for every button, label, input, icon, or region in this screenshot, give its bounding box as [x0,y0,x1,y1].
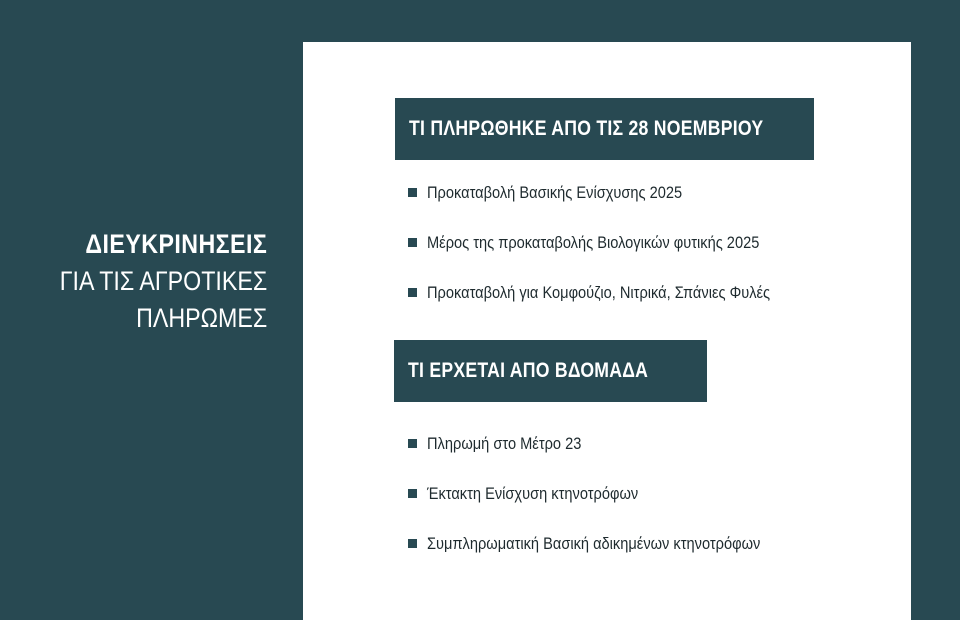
square-bullet-icon [408,288,417,297]
side-title [26,226,267,337]
side-title-line-1: ΔΙΕΥΚΡΙΝΗΣΕΙΣ [85,229,268,259]
list-item [408,230,826,255]
list-item-text: Προκαταβολή Βασικής Ενίσχυσης 2025 [427,182,683,202]
list-item [408,280,826,305]
list-item-text: Πληρωμή στο Μέτρο 23 [427,433,582,453]
list-item-text: Μέρος της προκαταβολής Βιολογικών φυτικής 2025 [427,232,760,252]
list-item [408,180,826,205]
section-header-paid [395,98,814,160]
side-title-line-3: ΠΛΗΡΩΜΕΣ [135,303,267,333]
square-bullet-icon [408,238,417,247]
list-item [408,481,815,506]
list-item [408,531,815,556]
square-bullet-icon [408,188,417,197]
side-title-line-2: ΓΙΑ ΤΙΣ ΑΓΡΟΤΙΚΕΣ [59,266,267,296]
square-bullet-icon [408,489,417,498]
content-panel [303,42,911,620]
upcoming-items-list [408,431,815,581]
section-header-upcoming [394,340,707,402]
section-header-upcoming-text: ΤΙ ΕΡΧΕΤΑΙ ΑΠΟ ΒΔΟΜΑΔΑ [408,359,649,382]
paid-items-list [408,180,826,330]
list-item [408,431,815,456]
section-header-paid-text: ΤΙ ΠΛΗΡΩΘΗΚΕ ΑΠΟ ΤΙΣ 28 ΝΟΕΜΒΡΙΟΥ [409,117,764,140]
list-item-text: Έκτακτη Ενίσχυση κτηνοτρόφων [427,483,639,503]
square-bullet-icon [408,439,417,448]
list-item-text: Προκαταβολή για Κομφούζιο, Νιτρικά, Σπάνιες Φυλές [427,282,771,302]
square-bullet-icon [408,539,417,548]
list-item-text: Συμπληρωματική Βασική αδικημένων κτηνοτρόφων [427,533,761,553]
